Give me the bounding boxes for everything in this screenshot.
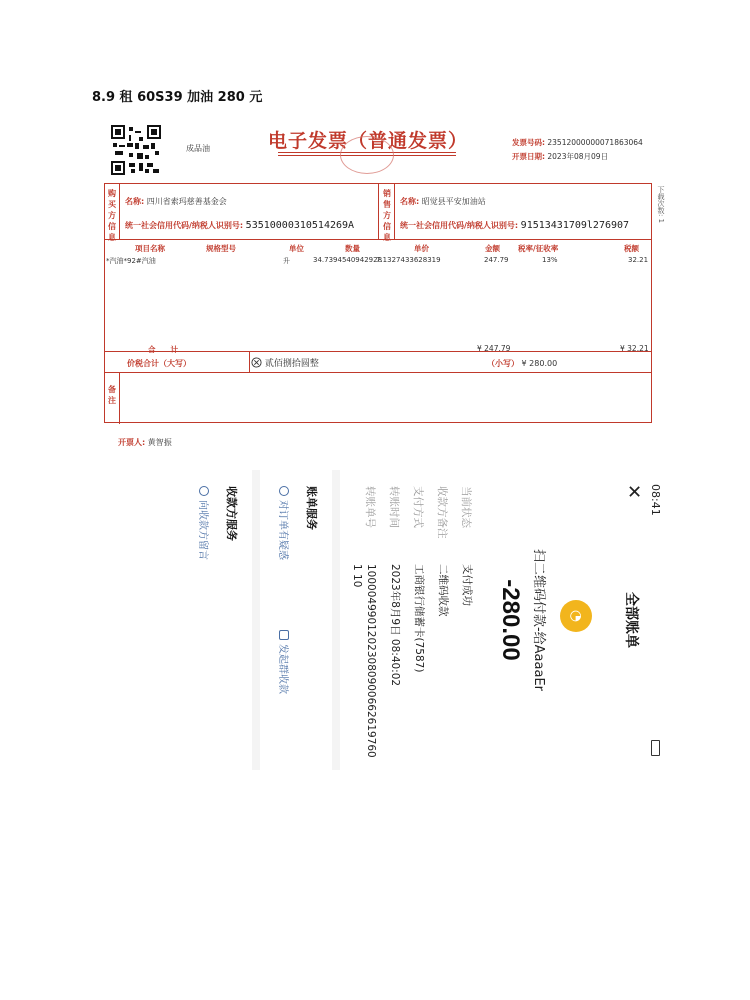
section-divider [332, 470, 340, 770]
rule-buyer-label [119, 184, 120, 239]
group-collect-link[interactable]: 发起群收款 [277, 630, 292, 694]
page-heading: 8.9 租 60S39 加油 280 元 [92, 90, 263, 105]
invoice-number: 发票号码: 23512000000071863064 [512, 138, 643, 147]
question-order-link[interactable]: 对订单有疑惑 [277, 486, 292, 560]
rule-remarks-label [119, 372, 120, 424]
payment-detail-screen: 08:41 ✕ 全部账单 ◔ 扫二维码付款-给AaaaEr -280.00 当前状态 支付成功 收款方备注 二维码收款 支付方式 工商银行储蓄卡(7587) 转账时间 2023年8月9日 08:40:02 转账单号 100004990120230809006626197601 10 账单服务 对订单有疑惑 发起群收款 收款方服务 向收款方留言 [89, 470, 670, 770]
bill-service-heading: 账单服务 [305, 486, 318, 530]
issuer: 开票人: 黄智振 [118, 438, 172, 447]
edit-square-icon [279, 630, 289, 640]
item-rate: 13% [542, 256, 558, 264]
grand-total-label: 价税合计（大写） [127, 359, 191, 368]
rule-totals [105, 351, 651, 352]
total-amount: ¥ 247.79 [477, 344, 511, 353]
close-icon[interactable]: ✕ [623, 484, 644, 500]
product-type: 成品油 [186, 144, 210, 153]
col-qty: 数量 [345, 244, 360, 253]
rule-middle [378, 184, 379, 239]
rule-grand [105, 372, 651, 373]
col-item: 项目名称 [135, 244, 165, 253]
total-label: 合 计 [148, 345, 178, 354]
battery-icon [651, 740, 660, 756]
total-tax: ¥ 32.21 [620, 344, 649, 353]
col-amount: 金额 [485, 244, 500, 253]
rule-grand-split [249, 351, 250, 372]
invoice-title: 电子发票（普通发票） [268, 130, 469, 152]
col-price: 单价 [414, 244, 429, 253]
seller-tax-id: 统一社会信用代码/纳税人识别号: 91513431709l276907 [400, 220, 630, 231]
col-rate: 税率/征收率 [518, 244, 559, 253]
col-tax: 税额 [624, 244, 639, 253]
message-payee-link[interactable]: 向收款方留言 [197, 486, 212, 560]
electronic-invoice [0, 0, 750, 470]
download-count: 下载次数: 1 [657, 186, 665, 224]
item-tax: 32.21 [628, 256, 649, 264]
buyer-name: 名称: 四川省索玛慈善基金会 [125, 197, 227, 206]
cross-circle-icon [251, 357, 262, 368]
grand-total-words: 贰佰捌拾圆整 [251, 356, 319, 369]
help-circle-icon [279, 486, 289, 496]
rule-seller-label [394, 184, 395, 239]
merchant-logo-icon: ◔ [560, 600, 592, 632]
buyer-tax-id: 统一社会信用代码/纳税人识别号: 53510000310514269A [125, 220, 355, 231]
col-spec: 规格型号 [206, 244, 236, 253]
seller-name: 名称: 昭觉县平安加油站 [400, 197, 486, 206]
message-icon [199, 486, 209, 496]
remarks-label: 备注 [108, 385, 116, 405]
qr-code-icon [111, 125, 161, 175]
item-qty: 34.7394540942928 [313, 256, 383, 264]
item-amount: 247.79 [484, 256, 509, 264]
payment-amount: -280.00 [497, 579, 524, 661]
tax-seal [340, 136, 394, 174]
col-unit: 单位 [289, 244, 304, 253]
merchant-name: 扫二维码付款-给AaaaEr [531, 548, 546, 692]
item-price: 7.1327433628319 [376, 256, 441, 264]
section-divider-2 [252, 470, 260, 770]
payment-screenshot [89, 470, 670, 770]
status-time: 08:41 [649, 484, 662, 516]
invoice-table [104, 183, 652, 423]
seller-side-label: 销售方信息 [383, 189, 391, 242]
buyer-side-label: 购买方信息 [108, 189, 116, 242]
grand-total-small: （小写） ¥ 280.00 [487, 359, 558, 368]
page-title: 全部账单 [623, 592, 639, 648]
payee-service-heading: 收款方服务 [225, 486, 238, 541]
item-unit: 升 [283, 257, 290, 265]
rule-header [105, 239, 651, 240]
invoice-date: 开票日期: 2023年08月09日 [512, 152, 609, 161]
item-name: *汽油*92#汽油 [106, 257, 156, 265]
